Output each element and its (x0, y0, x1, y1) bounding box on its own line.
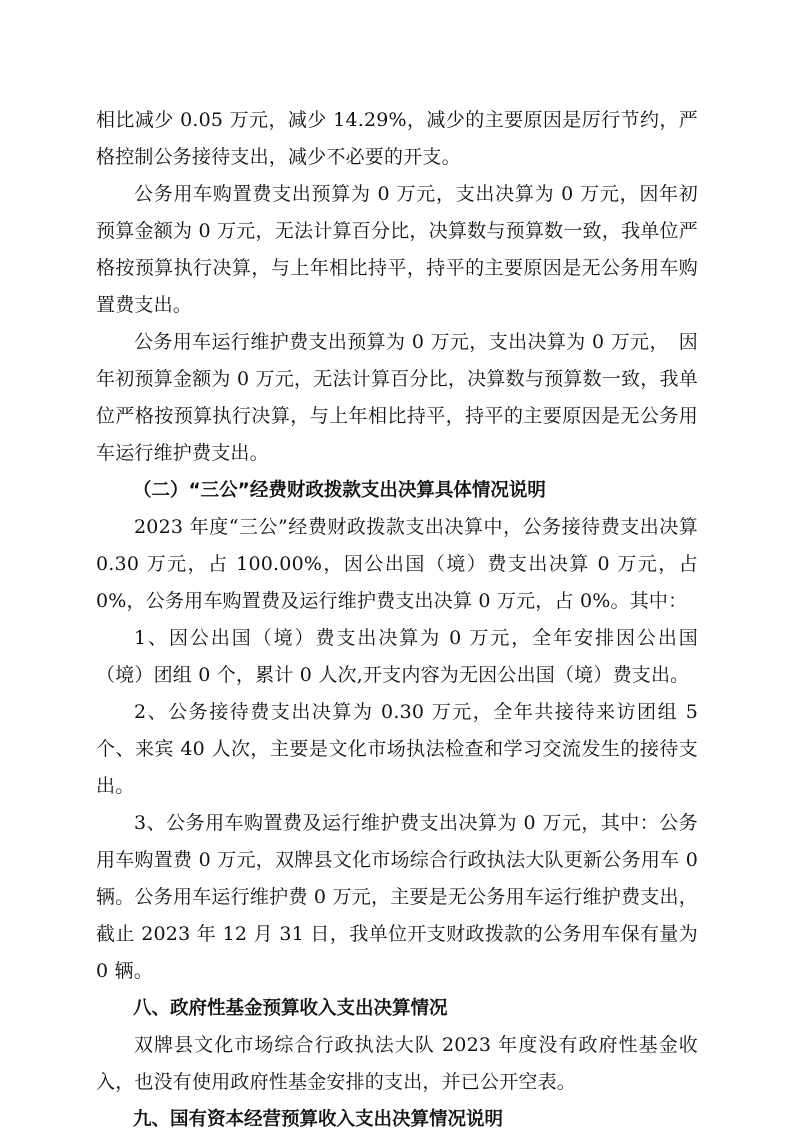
section-heading-three-public-details: （二）“三公”经费财政拨款支出决算具体情况说明 (133, 480, 546, 501)
paragraph-official-vehicles: 3、公务用车购置费及运行维护费支出决算为 0 万元，其中：公务用车购置费 0 万元，双牌县文化市场综合行政执法大队更新公务用车 0 辆。公务用车运行维护费 0 万元，主要是无公务用车运行维护费支出，截止 2023 年 12 月 31 日，我单位开支财政拨款的公务用车保有量为 0 辆。 (96, 812, 698, 982)
section-heading-state-capital: 九、国有资本经营预算收入支出决算情况说明 (133, 1109, 504, 1130)
section-heading-government-funds: 八、政府性基金预算收入支出决算情况 (133, 998, 448, 1019)
paragraph-vehicle-purchase: 公务用车购置费支出预算为 0 万元，支出决算为 0 万元，因年初预算金额为 0 万元，无法计算百分比，决算数与预算数一致，我单位严格按预算执行决算，与上年相比持平，持平的主要原因是无公务用车购置费支出。 (96, 183, 698, 316)
paragraph-overseas-travel: 1、因公出国（境）费支出决算为 0 万元，全年安排因公出国（境）团组 0 个，累计 0 人次,开支内容为无因公出国（境）费支出。 (96, 627, 698, 686)
paragraph-three-public-summary: 2023 年度“三公”经费财政拨款支出决算中，公务接待费支出决算 0.30 万元，占 100.00%，因公出国（境）费支出决算 0 万元，占 0%，公务用车购置费及运行维护费支出决算 0 万元，占 0%。其中： (96, 516, 698, 612)
paragraph-official-reception: 2、公务接待费支出决算为 0.30 万元，全年共接待来访团组 5 个、来宾 40 人次，主要是文化市场执法检查和学习交流发生的接待支出。 (96, 701, 698, 797)
paragraph-vehicle-maintenance: 公务用车运行维护费支出预算为 0 万元，支出决算为 0 万元， 因年初预算金额为 0 万元，无法计算百分比，决算数与预算数一致，我单位严格按预算执行决算，与上年相比持平，持平的主要原因是无公务用车运行维护费支出。 (96, 331, 698, 464)
paragraph-reception-decrease: 相比减少 0.05 万元，减少 14.29%，减少的主要原因是厉行节约，严格控制公务接待支出，减少不必要的开支。 (96, 109, 698, 168)
document-page (96, 102, 698, 1138)
paragraph-government-funds: 双牌县文化市场综合行政执法大队 2023 年度没有政府性基金收入，也没有使用政府性基金安排的支出，并已公开空表。 (96, 1034, 698, 1093)
